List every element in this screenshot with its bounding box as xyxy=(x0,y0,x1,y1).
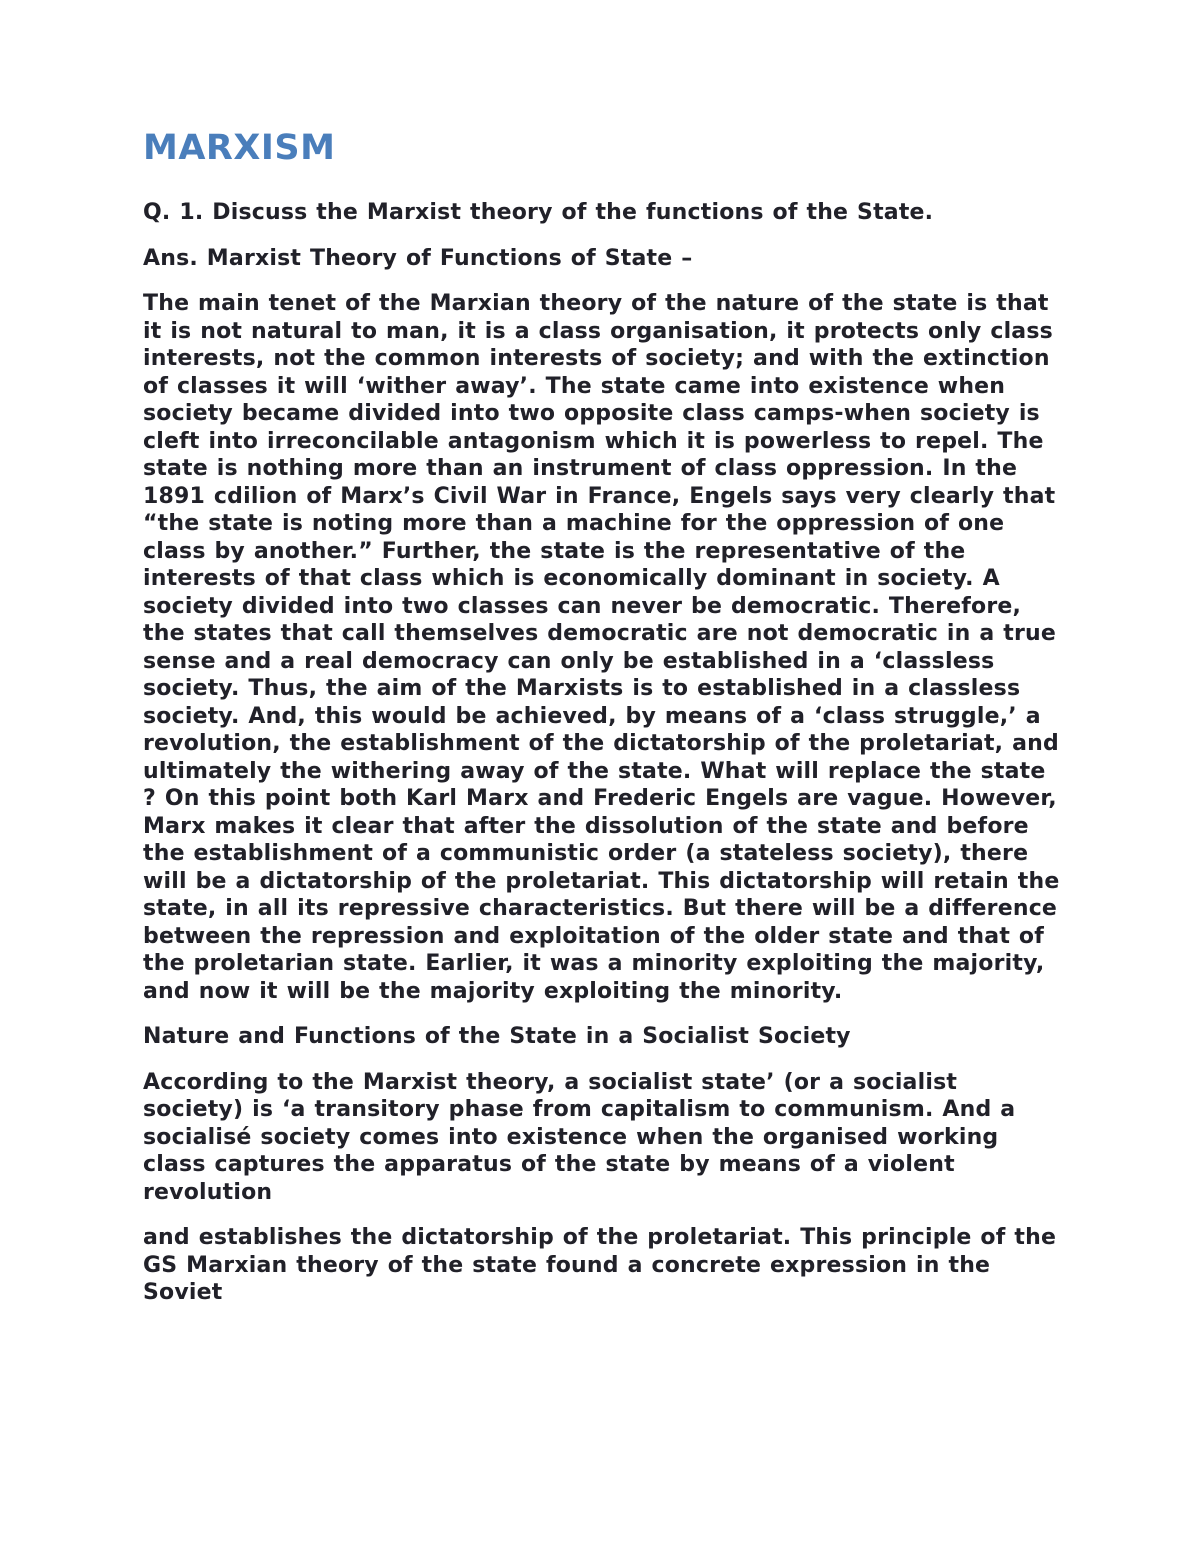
question-paragraph: Q. 1. Discuss the Marxist theory of the functions of the State. xyxy=(143,200,934,226)
socialist-state-paragraph: According to the Marxist theory, a socialist state’ (or a socialist society) is ‘a transitory phase from capitalism to communism. And a socialisé society comes into existence when the organised working class captures the apparatus of the state by means of a violent revolution xyxy=(143,1069,1016,1205)
main-paragraph: The main tenet of the Marxian theory of the nature of the state is that it is not natural to man, it is a class organisation, it protects only class interests, not the common interests of society; and with the extinction of classes it will ‘wither away’. The state came into existence when society became divided into two opposite class camps-when society is cleft into irreconcilable antagonism which it is powerless to repel. The state is nothing more than an instrument of class oppression. In the 1891 cdilion of Marx’s Civil War in France, Engels says very clearly that “the state is noting more than a machine for the oppression of one class by another.” Further, the state is the representative of the interests of that class which is economically dominant in society. A society divided into two classes can never be democratic. Therefore, the states that call themselves democratic are not democratic in a true sense and a real democracy can only be established in a ‘classless society. Thus, the aim of the Marxists is to established in a classless society. And, this would be achieved, by means of a ‘class struggle,’ a revolution, the establishment of the dictatorship of the proletariat, and ultimately the withering away of the state. What will replace the state ? On this point both Karl Marx and Frederic Engels are vague. However, Marx makes it clear that after the dissolution of the state and before the establishment of a communistic order (a stateless society), there will be a dictatorship of the proletariat. This dictatorship will retain the state, in all its repressive characteristics. But there will be a difference between the repression and exploitation of the older state and that of the proletarian state. Earlier, it was a minority exploiting the majority, and now it will be the majority exploiting the minority. xyxy=(143,291,1060,1004)
section-subheading: Nature and Functions of the State in a Socialist Society xyxy=(143,1024,851,1050)
final-paragraph: and establishes the dictatorship of the proletariat. This principle of the GS Marxian theory of the state found a concrete expression in the Soviet xyxy=(143,1225,1057,1306)
page-title: MARXISM xyxy=(143,128,336,168)
answer-heading: Ans. Marxist Theory of Functions of State – xyxy=(143,245,693,271)
